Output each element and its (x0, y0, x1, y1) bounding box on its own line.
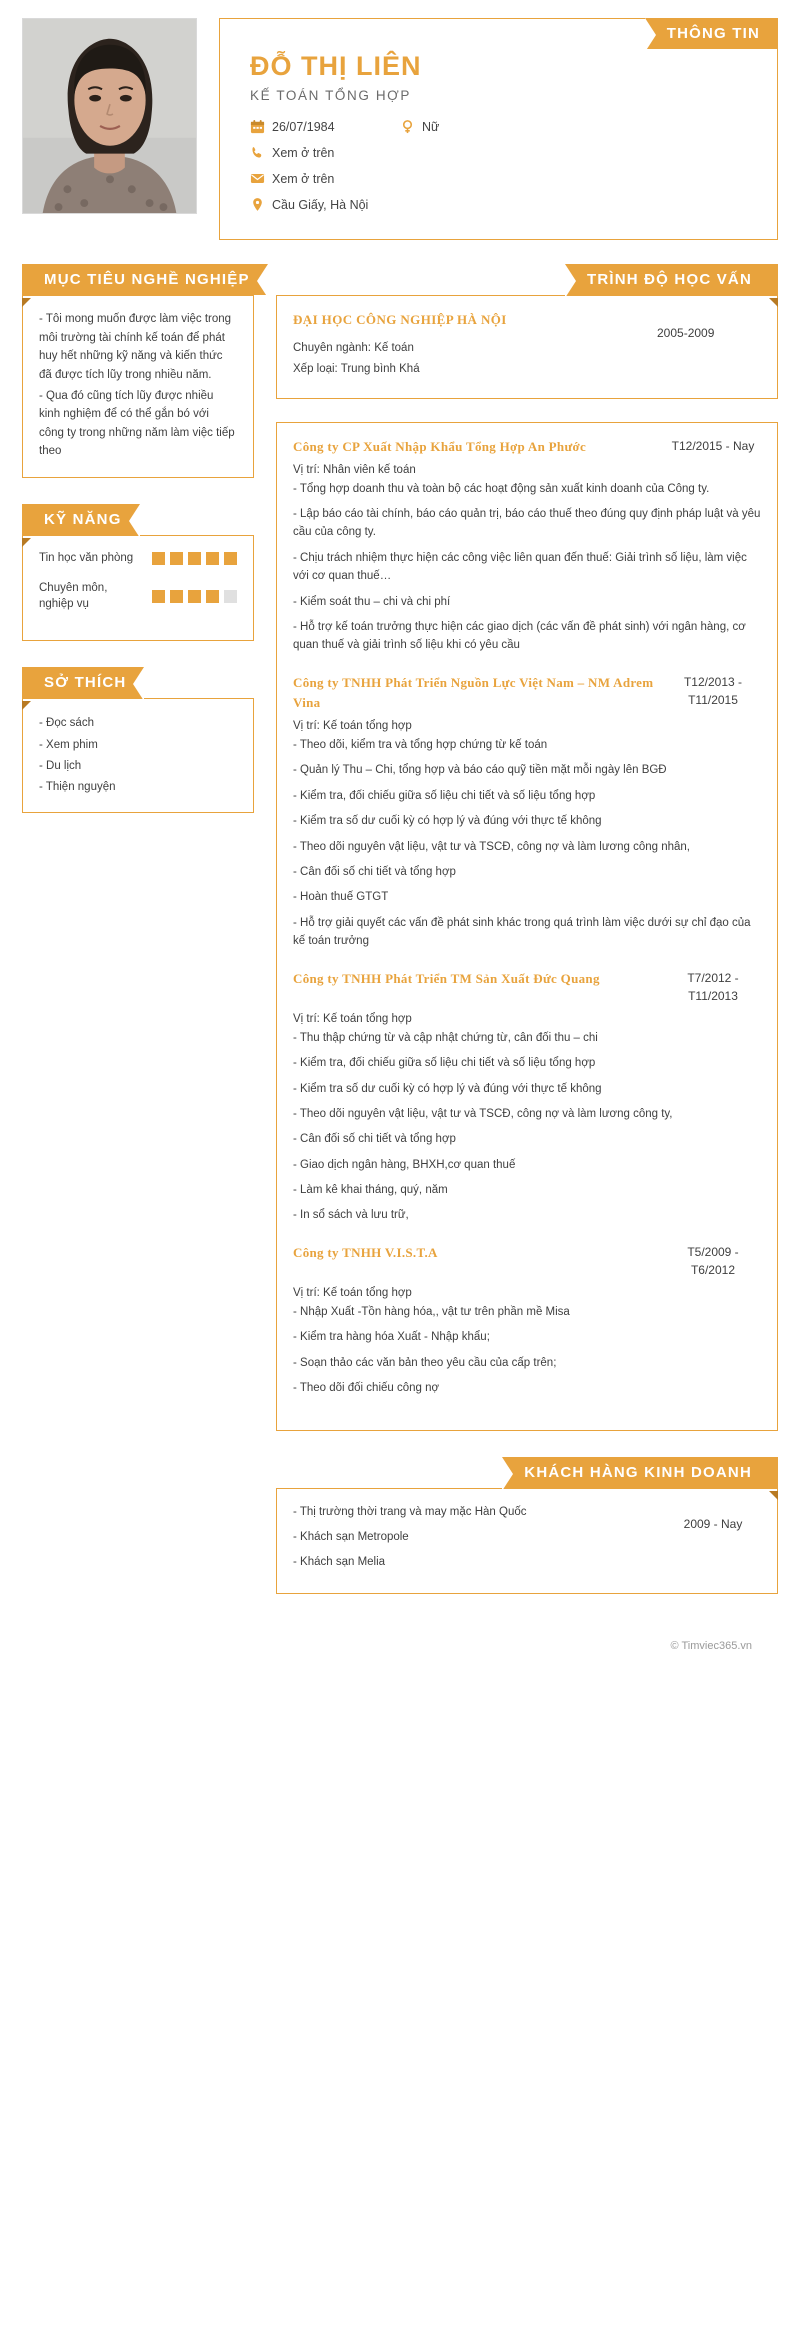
skill-rating (152, 552, 237, 565)
rating-dot (206, 552, 219, 565)
duty-item: - Quản lý Thu – Chi, tổng hợp và báo cáo quỹ tiền mặt mỗi ngày lên BGĐ (293, 764, 667, 777)
phone-field (250, 145, 334, 160)
birthday-value: 26/07/1984 (272, 119, 335, 134)
ribbon-notch (257, 264, 268, 298)
objective-line: - Qua đó cũng tích lũy được nhiều kinh nghiệm để có thể gắn bó với công ty trong những năm làm việc tiếp theo (39, 389, 235, 458)
hobby-item: - Xem phim (39, 738, 98, 751)
email-value: Xem ở trên (272, 171, 335, 186)
ribbon-tail (22, 701, 31, 710)
mail-icon (250, 171, 272, 186)
experience-date: T5/2009 - T6/2012 (687, 1244, 739, 1278)
clients-date: 2009 - Nay (683, 1516, 743, 1531)
page-title: ĐỖ THỊ LIÊN (250, 51, 422, 81)
rating-dot (188, 590, 201, 603)
header-section (22, 18, 778, 240)
objective-section (22, 264, 254, 478)
experience-section (276, 422, 778, 1431)
avatar (22, 18, 197, 214)
address-field (250, 197, 368, 212)
client-item: - Khách sạn Metropole (293, 1531, 409, 1544)
birthday-field (250, 119, 400, 134)
experience-date: T7/2012 - T11/2013 (687, 970, 739, 1004)
email-field (250, 171, 334, 186)
duty-item: - Kiểm soát thu – chi và chi phí (293, 595, 451, 608)
duty-item: - Kiểm tra, đối chiếu giữa số liệu chi tiết và số liệu tổng hợp (293, 1057, 596, 1070)
experience-duties (293, 736, 761, 951)
duty-item: - Soạn thảo các văn bản theo yêu cầu của cấp trên; (293, 1356, 557, 1369)
info-row (250, 119, 757, 134)
education-major: Chuyên ngành: Kế toán (293, 341, 414, 354)
duty-item: - Kiểm tra, đối chiếu giữa số liệu chi tiết và số liệu tổng hợp (293, 789, 596, 802)
ribbon-tail (22, 298, 31, 307)
skill-label: Chuyên môn, nghiệp vụ (39, 582, 108, 611)
objective-line: - Tôi mong muốn được làm việc trong môi trường tài chính kế toán để phát huy hết những kỹ năng và kiến thức đã được tích lũy trong nhiều năm. (39, 313, 232, 381)
experience-duties (293, 1303, 761, 1398)
section-title-clients: KHÁCH HÀNG KINH DOANH (502, 1457, 778, 1488)
education-school: ĐẠI HỌC CÔNG NGHIỆP HÀ NỘI (293, 312, 507, 327)
experience-company: Công ty TNHH Phát Triển TM Sản Xuất Đức Quang (293, 970, 600, 986)
experience-position: Vị trí: Nhân viên kế toán (293, 463, 416, 476)
objective-header (22, 264, 254, 298)
address-value: Cầu Giấy, Hà Nội (272, 197, 369, 212)
experience-entry (293, 673, 761, 951)
duty-item: - Theo dõi, kiểm tra và tổng hợp chứng từ kế toán (293, 739, 548, 752)
rating-dot (170, 590, 183, 603)
duty-item: - Theo dõi nguyên vật liệu, vật tư và TSCĐ, công nợ và làm lương công nhân, (293, 840, 690, 853)
education-date: 2005-2009 (657, 326, 715, 340)
experience-position: Vị trí: Kế toán tổng hợp (293, 720, 412, 733)
rating-dot (206, 590, 219, 603)
rating-dot (152, 590, 165, 603)
rating-dot (224, 552, 237, 565)
experience-head (293, 437, 761, 457)
hobby-item: - Thiện nguyện (39, 781, 116, 794)
clients-body (276, 1488, 778, 1594)
section-title-info: THÔNG TIN (645, 18, 778, 49)
experience-head (293, 673, 761, 713)
experience-position: Vị trí: Kế toán tổng hợp (293, 1012, 412, 1025)
experience-body (276, 422, 778, 1431)
education-section (276, 264, 778, 399)
section-title-objective: MỤC TIÊU NGHỀ NGHIỆP (22, 264, 268, 295)
section-title-education: TRÌNH ĐỘ HỌC VẤN (565, 264, 778, 295)
body-columns (22, 264, 778, 1620)
rating-dot (152, 552, 165, 565)
ribbon-notch (645, 18, 656, 52)
experience-company: Công ty CP Xuất Nhập Khẩu Tổng Hợp An Phước (293, 438, 587, 454)
ribbon-tail (769, 298, 778, 307)
skills-section (22, 504, 254, 641)
clients-header (276, 1457, 778, 1491)
hobby-item: - Đọc sách (39, 717, 94, 730)
education-details (293, 310, 647, 384)
footer-credit: © Timviec365.vn (670, 1639, 752, 1652)
education-header (276, 264, 778, 298)
duty-item: - Theo dõi nguyên vật liệu, vật tư và TSCĐ, công nợ và làm lương công ty, (293, 1107, 673, 1120)
experience-entry (293, 1243, 761, 1398)
duty-item: - Lập báo cáo tài chính, báo cáo quản trị, báo cáo thuế theo đúng quy định pháp luật và yêu cầu của công ty. (293, 508, 761, 539)
skill-item (39, 550, 237, 566)
duty-item: - Tổng hợp doanh thu và toàn bộ các hoạt động sản xuất kinh doanh của Công ty. (293, 482, 710, 495)
duty-item: - Làm kê khai tháng, quý, năm (293, 1184, 448, 1197)
duty-item: - Kiểm tra số dư cuối kỳ có hợp lý và đúng với thực tế không (293, 1082, 602, 1095)
rating-dot (188, 552, 201, 565)
info-rows (250, 119, 757, 212)
education-grade: Xếp loại: Trung bình Khá (293, 362, 420, 375)
skill-rating (152, 590, 237, 603)
info-row (250, 145, 757, 160)
info-row (250, 171, 757, 186)
skills-header (22, 504, 254, 538)
experience-entry (293, 969, 761, 1225)
gender-value: Nữ (422, 119, 440, 134)
gender-field (400, 119, 439, 134)
experience-date: T12/2015 - Nay (671, 438, 755, 453)
left-column (22, 264, 254, 839)
duty-item: - Kiểm tra hàng hóa Xuất - Nhập khẩu; (293, 1331, 490, 1344)
clients-list (293, 1503, 655, 1579)
rating-dot (224, 590, 237, 603)
ribbon-notch (129, 504, 140, 538)
duty-item: - Hỗ trợ kế toán trưởng thực hiện các giao dịch (các vấn đề phát sinh) với ngân hàng, cơ quan thuế và giải trình số liệu khi có yêu cầu (293, 620, 746, 652)
duty-item: - Cân đối số chi tiết và tổng hợp (293, 1133, 456, 1146)
hobbies-body (22, 698, 254, 813)
ribbon-notch (565, 264, 576, 298)
section-title-skills: KỸ NĂNG (22, 504, 140, 535)
ribbon-notch (502, 1457, 513, 1491)
client-item: - Khách sạn Melia (293, 1556, 386, 1569)
duty-item: - Cân đối số chi tiết và tổng hợp (293, 866, 456, 878)
clients-entry (293, 1503, 761, 1579)
phone-value: Xem ở trên (272, 145, 335, 160)
hobbies-section (22, 667, 254, 813)
client-item: - Thị trường thời trang và may mặc Hàn Quốc (293, 1505, 527, 1518)
avatar-image (23, 19, 196, 213)
experience-date: T12/2013 - T11/2015 (683, 674, 743, 708)
experience-entry (293, 437, 761, 655)
skill-item (39, 580, 237, 612)
duty-item: - In sổ sách và lưu trữ, (293, 1209, 409, 1222)
section-title-hobbies: SỞ THÍCH (22, 667, 144, 698)
info-row (250, 197, 757, 212)
duty-item: - Nhập Xuất -Tồn hàng hóa,, vật tư trên phần mề Misa (293, 1306, 570, 1319)
rating-dot (170, 552, 183, 565)
ribbon-tail (22, 538, 31, 547)
duty-item: - Hoàn thuế GTGT (293, 891, 389, 904)
clients-section (276, 1457, 778, 1594)
experience-position: Vị trí: Kế toán tổng hợp (293, 1287, 412, 1300)
info-ribbon (645, 18, 778, 49)
personal-info-box (219, 18, 778, 240)
experience-duties (293, 480, 761, 655)
duty-item: - Theo dõi đối chiếu công nợ (293, 1382, 440, 1395)
skills-body (22, 535, 254, 641)
experience-duties (293, 1029, 761, 1225)
experience-head (293, 969, 761, 1006)
duty-item: - Kiểm tra số dư cuối kỳ có hợp lý và đúng với thực tế không (293, 815, 602, 828)
duty-item: - Hỗ trợ giải quyết các vấn đề phát sinh khác trong quá trình làm việc dưới sự chỉ đạo của kế toán trưởng (293, 916, 751, 948)
duty-item: - Giao dịch ngân hàng, BHXH,cơ quan thuế (293, 1158, 516, 1171)
education-body (276, 295, 778, 399)
duty-item: - Thu thập chứng từ và cập nhật chứng từ, cân đối thu – chi (293, 1031, 598, 1044)
experience-company: Công ty TNHH V.I.S.T.A (293, 1244, 438, 1260)
experience-company: Công ty TNHH Phát Triển Nguồn Lực Việt Nam – NM Adrem Vina (293, 674, 654, 710)
objective-body (22, 295, 254, 478)
phone-icon (250, 145, 272, 160)
hobbies-header (22, 667, 254, 701)
ribbon-notch (133, 667, 144, 701)
job-title: KẾ TOÁN TỔNG HỢP (250, 88, 411, 103)
hobby-item: - Du lịch (39, 759, 82, 772)
gender-icon (400, 119, 422, 134)
education-entry (293, 310, 761, 384)
duty-item: - Chịu trách nhiệm thực hiện các công việc liên quan đến thuế: Giải trình số liệu, làm việc với cơ quan thuế… (293, 551, 747, 583)
right-column (276, 264, 778, 1620)
location-icon (250, 197, 272, 212)
experience-head (293, 1243, 761, 1280)
calendar-icon (250, 119, 272, 134)
skill-label: Tin học văn phòng (39, 552, 134, 564)
ribbon-tail (769, 1491, 778, 1500)
